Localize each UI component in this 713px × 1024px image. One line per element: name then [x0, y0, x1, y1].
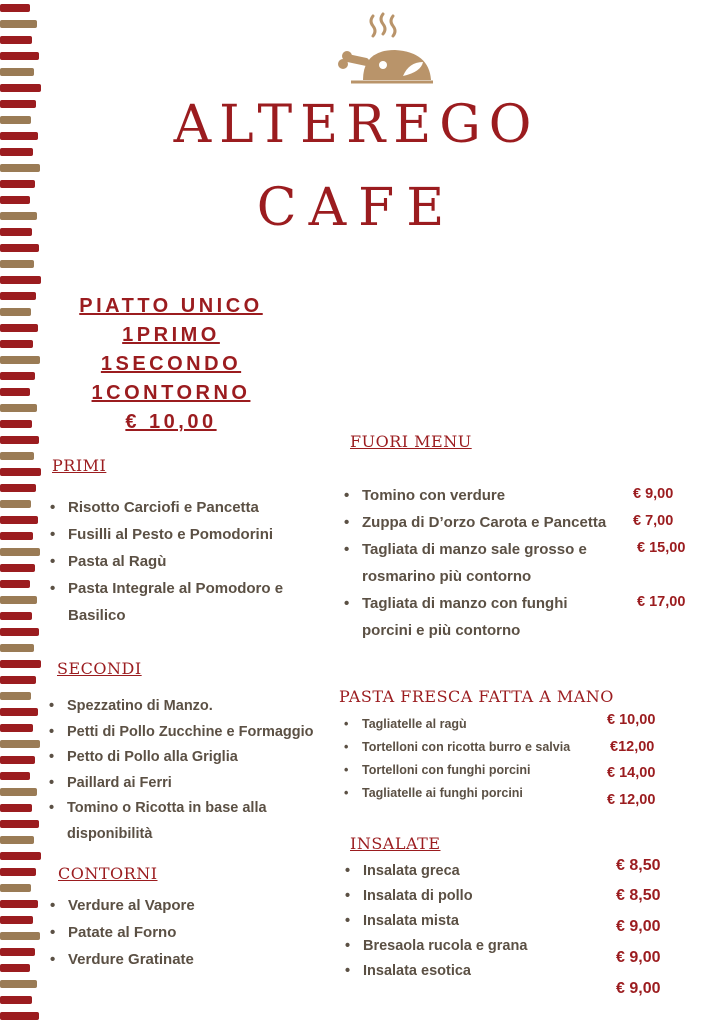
- fuori-menu-title: FUORI MENU: [350, 432, 472, 451]
- stripe: [0, 676, 36, 684]
- price: € 12,00: [607, 792, 656, 808]
- stripe: [0, 756, 35, 764]
- stripe: [0, 772, 30, 780]
- stripe: [0, 948, 35, 956]
- list-item: disponibilità: [67, 825, 153, 842]
- stripe: [0, 484, 36, 492]
- price: € 9,00: [616, 980, 661, 997]
- stripe: [0, 532, 33, 540]
- stripe: [0, 708, 38, 716]
- stripe: [0, 980, 37, 988]
- stripe: [0, 644, 34, 652]
- stripe: [0, 916, 33, 924]
- stripe: [0, 404, 37, 412]
- insalate-title: INSALATE: [350, 834, 441, 853]
- list-item: • Tagliatelle al ragù: [344, 713, 570, 736]
- stripe: [0, 724, 33, 732]
- list-item: • Tomino con verdure: [344, 482, 606, 509]
- stripe: [0, 548, 40, 556]
- list-item: • Verdure al Vapore: [50, 892, 195, 919]
- stripe: [0, 692, 31, 700]
- list-item: Basilico: [68, 607, 126, 624]
- price: € 15,00: [637, 540, 686, 556]
- stripe: [0, 468, 41, 476]
- price: € 14,00: [607, 765, 656, 781]
- list-item: • Bresaola rucola e grana: [345, 934, 527, 959]
- price: € 10,00: [607, 712, 656, 728]
- secondi-title: SECONDI: [57, 659, 142, 678]
- stripe: [0, 20, 37, 28]
- stripe: [0, 740, 40, 748]
- cafe-name-line2: CAFE: [256, 178, 457, 238]
- stripe: [0, 564, 35, 572]
- list-item: • Patate al Forno: [50, 919, 195, 946]
- stripe: [0, 580, 30, 588]
- stripe: [0, 356, 40, 364]
- stripe: [0, 628, 39, 636]
- stripe: [0, 292, 36, 300]
- stripe: [0, 436, 39, 444]
- list-item: • Tomino o Ricotta in base alla: [49, 796, 314, 822]
- list-item: • Spezzatino di Manzo.: [49, 694, 314, 720]
- list-item: • Fusilli al Pesto e Pomodorini: [50, 521, 283, 548]
- list-item: • Risotto Carciofi e Pancetta: [50, 494, 283, 521]
- list-item: • Tagliatelle ai funghi porcini: [344, 782, 570, 805]
- list-item: • Petto di Pollo alla Griglia: [49, 745, 314, 771]
- stripe: [0, 516, 38, 524]
- stripe: [0, 660, 41, 668]
- primi-title: PRIMI: [52, 456, 107, 475]
- list-item: • Tagliata di manzo con funghi: [344, 590, 606, 617]
- list-item: • Paillard ai Ferri: [49, 771, 314, 797]
- list-item: porcini e più contorno: [362, 622, 521, 639]
- promo-block: [60, 292, 282, 437]
- insalate-list: [345, 859, 527, 984]
- promo-line: 1PRIMO: [122, 324, 220, 346]
- pasta-fresca-list: [344, 713, 570, 805]
- stripe: [0, 820, 39, 828]
- promo-line: PIATTO UNICO: [79, 295, 263, 317]
- promo-price: € 10,00: [125, 411, 217, 433]
- price: € 8,50: [616, 857, 661, 874]
- stripe: [0, 388, 30, 396]
- stripe: [0, 4, 30, 12]
- stripe: [0, 788, 37, 796]
- stripe: [0, 36, 32, 44]
- cafe-name-line1: ALTEREGO: [173, 95, 540, 155]
- stripe: [0, 52, 39, 60]
- list-item: • Zuppa di D’orzo Carota e Pancetta: [344, 509, 606, 536]
- stripe: [0, 164, 40, 172]
- stripe: [0, 900, 38, 908]
- stripe: [0, 244, 39, 252]
- stripe: [0, 1012, 39, 1020]
- promo-line: 1CONTORNO: [91, 382, 251, 404]
- list-item: • Insalata esotica: [345, 959, 527, 984]
- stripe: [0, 964, 30, 972]
- price: € 17,00: [637, 594, 686, 610]
- price: €12,00: [610, 739, 655, 755]
- stripe: [0, 932, 40, 940]
- contorni-list: [50, 892, 195, 973]
- secondi-list: [49, 694, 314, 847]
- list-item: • Petti di Pollo Zucchine e Formaggio: [49, 720, 314, 746]
- stripe: [0, 804, 32, 812]
- price: € 7,00: [633, 513, 674, 529]
- stripe: [0, 612, 32, 620]
- stripe: [0, 308, 31, 316]
- list-item: • Tortelloni con ricotta burro e salvia: [344, 736, 570, 759]
- stripe: [0, 836, 34, 844]
- stripe: [0, 452, 34, 460]
- list-item: • Tortelloni con funghi porcini: [344, 759, 570, 782]
- roast-chicken-icon: [333, 10, 437, 90]
- stripe: [0, 372, 35, 380]
- list-item: • Insalata di pollo: [345, 884, 527, 909]
- list-item: • Pasta Integrale al Pomodoro e: [50, 575, 283, 602]
- list-item: • Insalata greca: [345, 859, 527, 884]
- list-item: • Insalata mista: [345, 909, 527, 934]
- contorni-title: CONTORNI: [58, 864, 158, 883]
- stripe: [0, 68, 34, 76]
- price: € 8,50: [616, 887, 661, 904]
- stripe: [0, 996, 32, 1004]
- pasta-fresca-title: PASTA FRESCA FATTA A MANO: [339, 687, 614, 706]
- list-item: rosmarino più contorno: [362, 568, 532, 585]
- price: € 9,00: [633, 486, 674, 502]
- stripe: [0, 868, 36, 876]
- stripe: [0, 260, 34, 268]
- stripe: [0, 596, 37, 604]
- fuori-menu-list: [344, 482, 606, 644]
- promo-line: 1SECONDO: [100, 353, 242, 375]
- stripe: [0, 276, 41, 284]
- stripe: [0, 852, 41, 860]
- stripe: [0, 420, 32, 428]
- stripe: [0, 884, 31, 892]
- list-item: • Tagliata di manzo sale grosso e: [344, 536, 606, 563]
- price: € 9,00: [616, 949, 661, 966]
- price: € 9,00: [616, 918, 661, 935]
- stripe: [0, 500, 31, 508]
- stripe: [0, 324, 38, 332]
- stripe: [0, 84, 41, 92]
- list-item: • Pasta al Ragù: [50, 548, 283, 575]
- list-item: • Verdure Gratinate: [50, 946, 195, 973]
- stripe: [0, 340, 33, 348]
- primi-list: [50, 494, 283, 629]
